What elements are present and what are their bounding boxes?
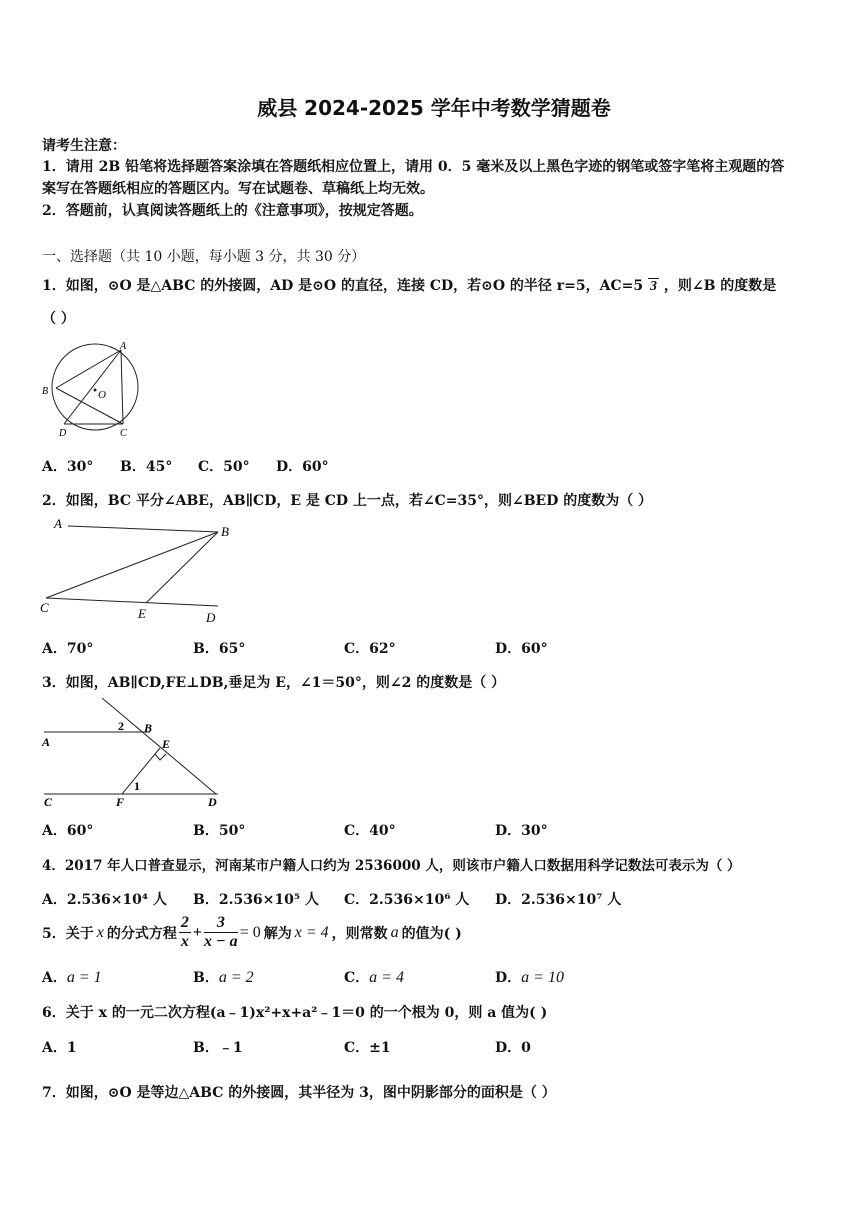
notice-line-1a: 1．请用 2B 铅笔将选择题答案涂填在答题纸相应位置上，请用 0．5 毫米及以上黑色字迹的钢笔或签字笔将主观题的答 — [42, 159, 785, 175]
q1-text-b: ，则∠B 的度数是 — [663, 278, 777, 294]
q3-option-b[interactable]: B．50° — [193, 823, 246, 839]
q4-option-a[interactable]: A．2.536×10⁴ 人 — [42, 892, 167, 908]
q4-option-d[interactable]: D．2.536×10⁷ 人 — [495, 892, 622, 908]
q1-paren: （ ） — [42, 311, 75, 327]
q5-stem — [42, 914, 462, 951]
q3-stem: 3．如图，AB∥CD,FE⊥DB,垂足为 E，∠1＝50°，则∠2 的度数是（ ） — [42, 675, 506, 691]
q4-option-c[interactable]: C．2.536×10⁶ 人 — [344, 892, 470, 908]
q2-label-c: C — [40, 600, 49, 615]
q2-label-b: B — [221, 524, 229, 539]
q5-pre: 5．关于 — [42, 925, 94, 942]
q2-option-d[interactable]: D．60° — [495, 641, 548, 657]
q5-var-a: a — [390, 923, 399, 941]
q5-fraction-2 — [204, 914, 238, 951]
q3-label-f: F — [116, 795, 125, 809]
q5-option-b[interactable]: B．a = 2 — [193, 969, 254, 986]
q5-post3: 的值为( ) — [401, 925, 462, 942]
q3-label-d: D — [208, 795, 217, 809]
q6-options — [42, 1037, 646, 1057]
q4-stem: 4．2017 年人口普查显示，河南某市户籍人口约为 2536000 人，则该市户籍人口数据用科学记数法可表示为（ ） — [42, 858, 741, 874]
q6-stem: 6．关于 x 的一元二次方程(a﹣1)x²+x+a²﹣1＝0 的一个根为 0，则 a 值为( ) — [42, 1005, 548, 1021]
q1-label-d: D — [59, 428, 67, 438]
q1-stem — [42, 275, 776, 295]
q1-label-a: A — [120, 341, 127, 352]
q5-option-a[interactable]: A．a = 1 — [42, 969, 102, 986]
page-title: 威县 2024-2025 学年中考数学猜题卷 — [257, 96, 611, 120]
q2-option-b[interactable]: B．65° — [193, 641, 246, 657]
q3-figure — [38, 694, 228, 812]
q1-label-b: B — [42, 386, 49, 397]
q1-option-d[interactable]: D．60° — [276, 459, 329, 475]
q4-options — [42, 889, 646, 909]
q3-label-2: 2 — [118, 719, 124, 733]
q4-option-b[interactable]: B．2.536×10⁵ 人 — [193, 892, 319, 908]
q1-options — [42, 456, 354, 476]
q5-fraction-1 — [179, 914, 191, 951]
q5-frac1-num: 2 — [180, 914, 189, 931]
q2-stem: 2．如图，BC 平分∠ABE，AB∥CD，E 是 CD 上一点，若∠C=35°，则∠BED 的度数为（ ） — [42, 493, 653, 509]
notice-line-2: 2．答题前，认真阅读答题纸上的《注意事项》，按规定答题。 — [42, 203, 423, 219]
q5-frac1-den: x — [180, 933, 189, 950]
q3-label-a: A — [42, 735, 51, 749]
q2-options — [42, 638, 646, 658]
q5-options — [42, 967, 646, 987]
q3-options — [42, 820, 646, 840]
q2-figure — [38, 514, 238, 626]
q1-option-a[interactable]: A．30° — [42, 459, 94, 475]
q5-frac2-num: 3 — [204, 914, 238, 933]
q3-option-c[interactable]: C．40° — [344, 823, 396, 839]
q1-option-c[interactable]: C．50° — [198, 459, 250, 475]
q6-option-a[interactable]: A．1 — [42, 1040, 77, 1056]
q6-option-b[interactable]: B．﹣1 — [193, 1040, 243, 1056]
q2-option-a[interactable]: A．70° — [42, 641, 94, 657]
notice-line-1b: 案写在答题纸相应的答题区内。写在试题卷、草稿纸上均无效。 — [42, 181, 434, 197]
q5-frac2-den: x − a — [203, 933, 238, 950]
q5-var-x: x — [96, 923, 104, 941]
q5-eq: = 0 — [239, 923, 261, 941]
q1-figure — [40, 338, 150, 438]
q2-label-e: E — [138, 606, 146, 621]
q2-label-a: A — [54, 516, 62, 531]
q3-label-e: E — [162, 737, 171, 751]
q7-stem: 7．如图，⊙O 是等边△ABC 的外接圆，其半径为 3，图中阴影部分的面积是（ ） — [42, 1085, 556, 1101]
q1-label-o: O — [98, 389, 106, 401]
q5-option-c[interactable]: C．a = 4 — [344, 969, 404, 986]
q5-mid: 的分式方程 — [106, 925, 177, 942]
q2-label-d: D — [206, 610, 216, 625]
q5-post1: 解为 — [263, 925, 292, 942]
q3-option-a[interactable]: A．60° — [42, 823, 94, 839]
section-heading: 一、选择题（共 10 小题，每小题 3 分，共 30 分） — [42, 249, 366, 265]
notice-heading: 请考生注意： — [42, 138, 126, 154]
q3-label-1: 1 — [134, 779, 140, 793]
q1-label-c: C — [120, 428, 127, 438]
q5-solution: x = 4 — [294, 923, 329, 941]
q1-option-b[interactable]: B．45° — [120, 459, 173, 475]
q1-text-a: 1．如图，⊙O 是△ABC 的外接圆，AD 是⊙O 的直径，连接 CD，若⊙O 的半径 r=5，AC=5 — [42, 278, 644, 294]
q6-option-c[interactable]: C．±1 — [344, 1040, 391, 1056]
q3-option-d[interactable]: D．30° — [495, 823, 548, 839]
q1-sqrt: 3 — [650, 279, 657, 294]
q5-post2: ，则常数 — [331, 925, 388, 942]
q6-option-d[interactable]: D．0 — [495, 1040, 531, 1056]
q5-plus: + — [192, 923, 202, 941]
q2-option-c[interactable]: C．62° — [344, 641, 396, 657]
q3-label-b: B — [144, 721, 153, 735]
q5-option-d[interactable]: D．a = 10 — [495, 969, 564, 986]
q3-label-c: C — [44, 795, 53, 809]
